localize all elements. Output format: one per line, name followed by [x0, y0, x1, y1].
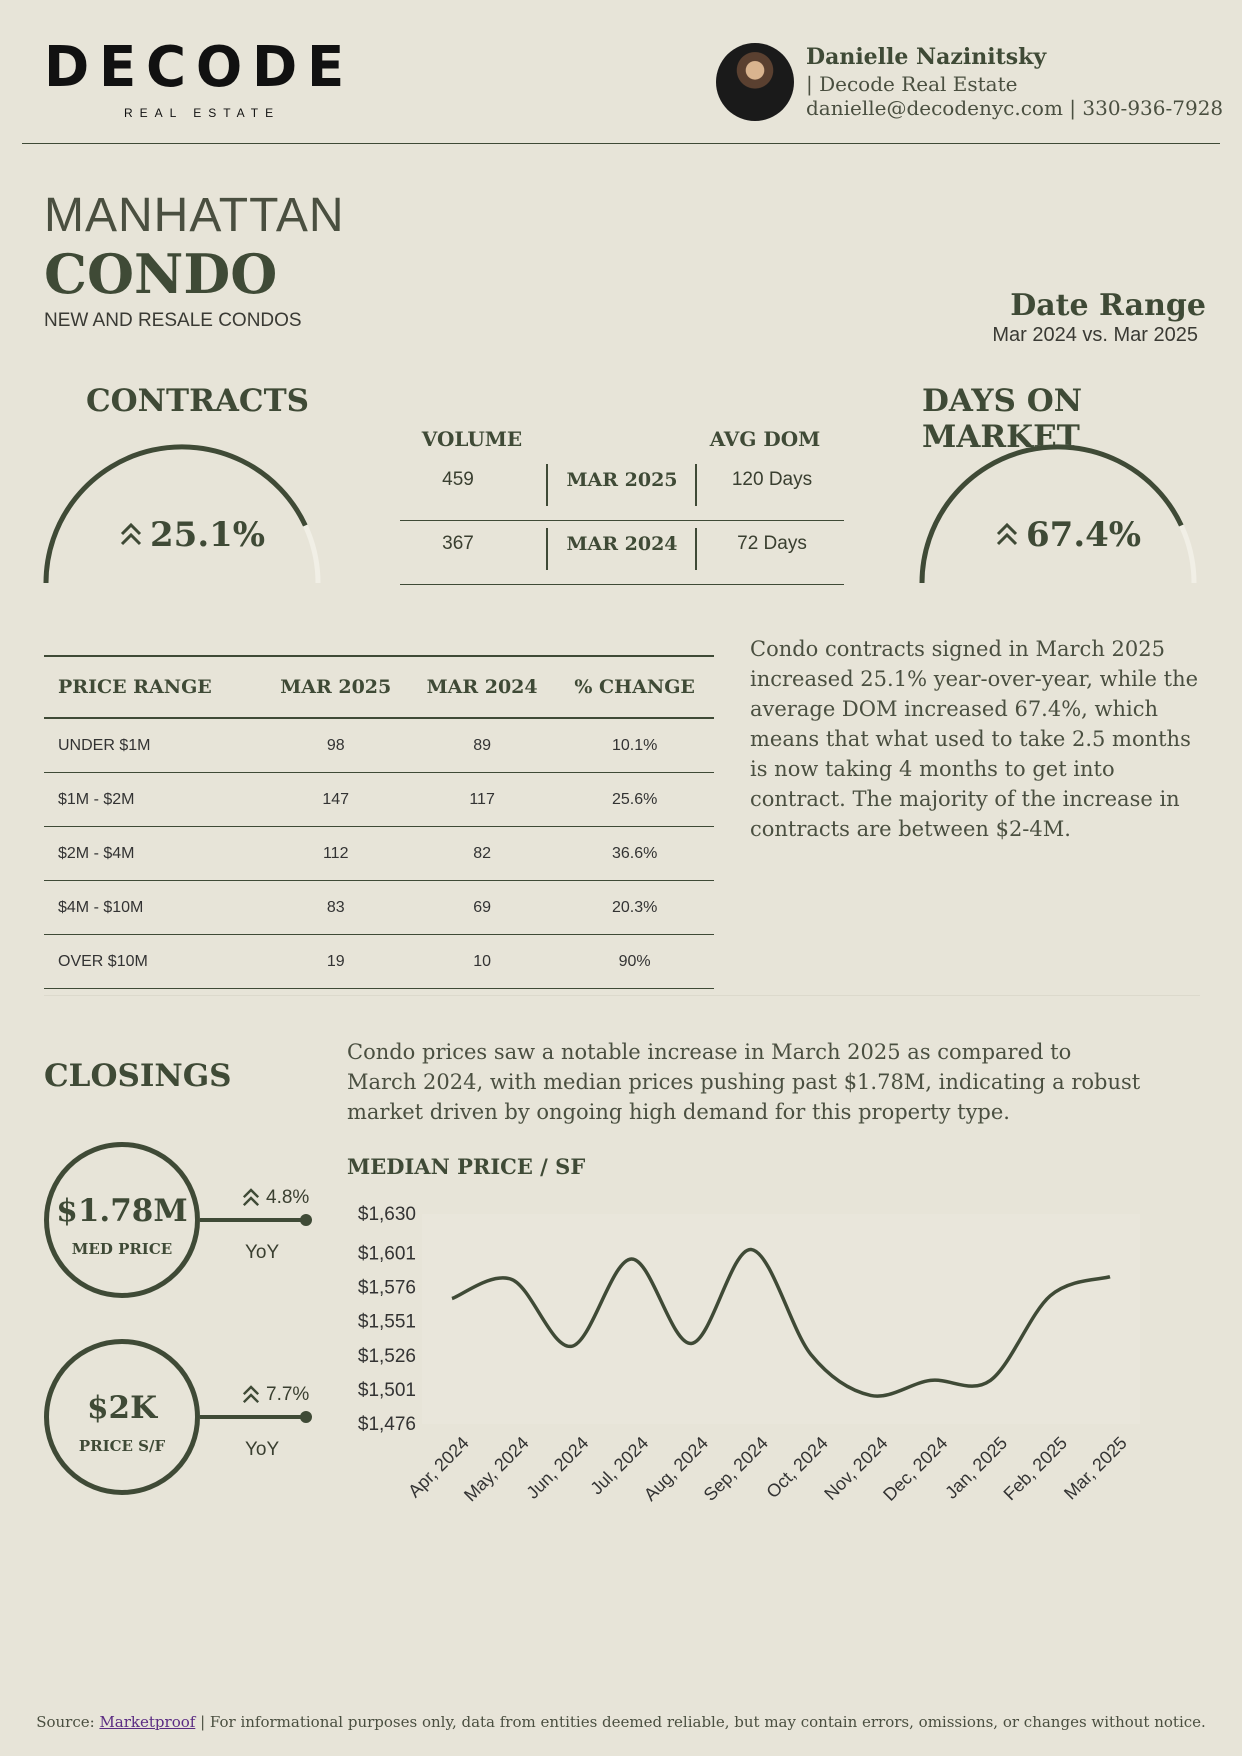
mar2024-cell: 10: [409, 935, 555, 989]
price-range-cell: $1M - $2M: [44, 773, 263, 827]
price-range-cell: UNDER $1M: [44, 718, 263, 773]
avg-dom-value: 72 Days: [737, 533, 807, 554]
period-label: MAR 2024: [566, 533, 678, 555]
period-label: MAR 2025: [566, 469, 678, 491]
price-sf-label: PRICE S/F: [78, 1437, 166, 1455]
med-price-value: $1.78M: [56, 1193, 188, 1229]
avatar: [716, 43, 794, 121]
source-footer: [0, 1713, 1242, 1731]
change-cell: 20.3%: [555, 881, 714, 935]
price-sf-change-value: 7.7%: [266, 1384, 310, 1405]
contracts-change-value: 25.1%: [150, 515, 266, 555]
y-tick-label: $1,630: [357, 1204, 416, 1225]
dom-change: [996, 515, 1141, 555]
y-tick-label: $1,476: [357, 1414, 416, 1435]
mar2025-cell: 19: [263, 935, 409, 989]
double-chevron-up-icon: [996, 520, 1018, 550]
med-price-label: MED PRICE: [71, 1240, 173, 1258]
x-tick-label: Feb, 2025: [999, 1432, 1072, 1505]
x-tick-label: Aug, 2024: [639, 1432, 713, 1505]
avg-dom-value: 120 Days: [731, 469, 813, 490]
price-range-cell: OVER $10M: [44, 935, 263, 989]
mar2024-cell: 89: [409, 718, 555, 773]
table-row: [44, 718, 714, 773]
marketproof-link[interactable]: Marketproof: [99, 1713, 196, 1731]
change-cell: 90%: [555, 935, 714, 989]
y-tick-label: $1,501: [357, 1379, 416, 1401]
date-range-value: Mar 2024 vs. Mar 2025: [992, 324, 1198, 346]
x-tick-label: May, 2024: [460, 1432, 533, 1506]
mar2024-cell: 69: [409, 881, 555, 935]
double-chevron-up-icon: [242, 1186, 260, 1210]
connector-line: [200, 1218, 304, 1222]
x-tick-label: Mar, 2025: [1060, 1432, 1131, 1504]
mar2025-cell: 98: [263, 718, 409, 773]
volume-value: 459: [442, 469, 474, 490]
decode-logo: [44, 36, 356, 96]
x-tick-label: Jan, 2025: [941, 1432, 1012, 1503]
volume-header: VOLUME: [421, 427, 523, 451]
logo-wordmark: DECODE: [44, 36, 354, 96]
change-cell: 36.6%: [555, 827, 714, 881]
avg-dom-header: AVG DOM: [709, 427, 821, 451]
section-divider: [44, 995, 1200, 996]
change-cell: 10.1%: [555, 718, 714, 773]
med-price-yoy: YoY: [245, 1242, 280, 1263]
header-divider: [22, 143, 1220, 144]
y-tick-label: $1,576: [357, 1277, 416, 1299]
price-sf-change: [242, 1383, 309, 1407]
y-tick-label: $1,551: [357, 1311, 416, 1333]
column-header: % CHANGE: [555, 656, 714, 718]
change-cell: 25.6%: [555, 773, 714, 827]
x-tick-label: Dec, 2024: [879, 1432, 952, 1505]
mar2025-cell: 112: [263, 827, 409, 881]
column-header: MAR 2024: [409, 656, 555, 718]
mar2024-cell: 82: [409, 827, 555, 881]
median-price-sf-chart: [340, 1190, 1170, 1520]
page-title-line1: MANHATTAN: [44, 189, 345, 242]
table-row: [44, 935, 714, 989]
connector-line: [200, 1415, 304, 1419]
y-tick-label: $1,526: [357, 1345, 416, 1367]
x-tick-label: Sep, 2024: [699, 1432, 772, 1505]
double-chevron-up-icon: [120, 520, 142, 550]
double-chevron-up-icon: [242, 1383, 260, 1407]
table-row: [44, 773, 714, 827]
volume-value: 367: [442, 533, 474, 554]
volume-row: [400, 458, 844, 521]
page-title-line2: CONDO: [44, 242, 278, 306]
contracts-title: CONTRACTS: [86, 383, 310, 419]
price-range-cell: $4M - $10M: [44, 881, 263, 935]
y-tick-label: $1,601: [357, 1243, 416, 1265]
price-range-table: [44, 655, 714, 989]
agent-contact: danielle@decodenyc.com | 330-936-7928: [806, 96, 1224, 120]
connector-dot: [300, 1214, 312, 1226]
closings-paragraph: Condo prices saw a notable increase in March 2025 as compared to March 2024, with median prices pushing past $1.78M, indicating a robust market driven by ongoing high demand for this property type.: [347, 1040, 1141, 1124]
page-subtitle: NEW AND RESALE CONDOS: [44, 310, 302, 331]
column-header: PRICE RANGE: [44, 656, 263, 718]
x-tick-label: Jun, 2024: [522, 1432, 593, 1503]
x-tick-label: Nov, 2024: [820, 1432, 892, 1504]
contracts-paragraph: Condo contracts signed in March 2025 increased 25.1% year-over-year, while the average DOM increased 67.4%, which means that what used to take 2.5 months is now taking 4 months to get into contract. The majority of the increase in contracts are between $2-4M.: [750, 637, 1199, 841]
price-range-cell: $2M - $4M: [44, 827, 263, 881]
table-row: [44, 827, 714, 881]
mar2024-cell: 117: [409, 773, 555, 827]
mar2025-cell: 147: [263, 773, 409, 827]
x-tick-label: Jul, 2024: [586, 1432, 653, 1499]
contracts-change: [120, 515, 265, 555]
med-price-change: [242, 1186, 309, 1210]
connector-dot: [300, 1411, 312, 1423]
table-row: [44, 881, 714, 935]
med-price-change-value: 4.8%: [266, 1187, 310, 1208]
date-range-title: Date Range: [1010, 288, 1206, 323]
dom-title: DAYS ON MARKET: [922, 383, 1083, 455]
closings-title: CLOSINGS: [44, 1058, 232, 1094]
price-sf-yoy: YoY: [245, 1439, 280, 1460]
dom-change-value: 67.4%: [1026, 515, 1142, 555]
agent-name: Danielle Nazinitsky: [806, 44, 1047, 70]
column-header: MAR 2025: [263, 656, 409, 718]
source-disclaimer: | For informational purposes only, data from entities deemed reliable, but may contain errors, omissions, or changes without notice.: [195, 1713, 1206, 1731]
x-tick-label: Apr, 2024: [404, 1432, 473, 1502]
mar2025-cell: 83: [263, 881, 409, 935]
x-tick-label: Oct, 2024: [762, 1432, 832, 1503]
price-sf-value: $2K: [86, 1390, 158, 1426]
chart-title: MEDIAN PRICE / SF: [347, 1154, 586, 1179]
table-header-row: [44, 656, 714, 718]
logo-tagline: REAL ESTATE: [124, 106, 281, 120]
source-prefix: Source:: [36, 1713, 100, 1731]
agent-company: | Decode Real Estate: [806, 72, 1018, 96]
volume-row: [400, 522, 844, 585]
